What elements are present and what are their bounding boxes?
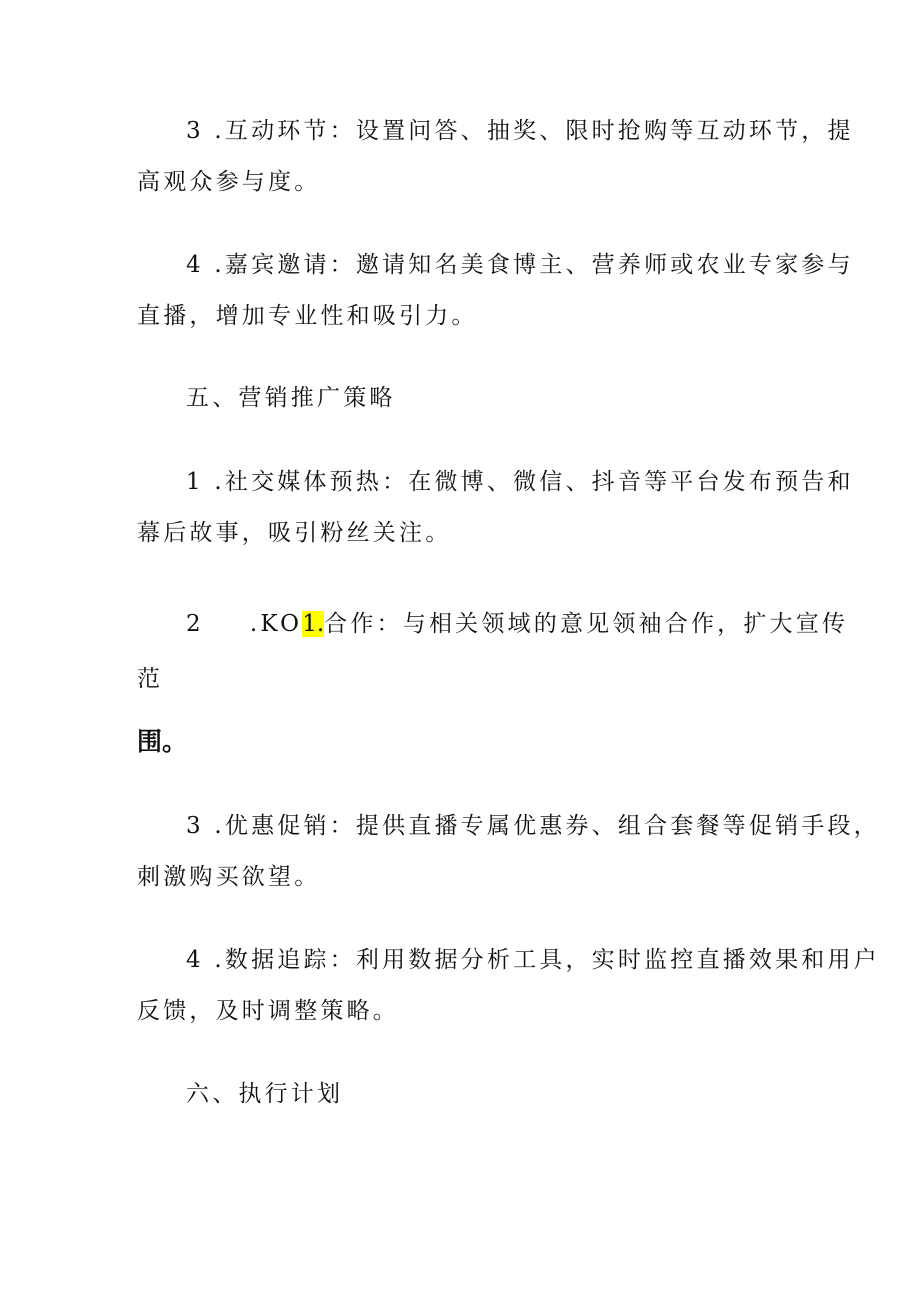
paragraph-text: .嘉宾邀请：邀请知名美食博主、营养师或农业专家参与 xyxy=(214,252,854,278)
list-number: 2 xyxy=(186,611,204,637)
list-number: 3 xyxy=(186,118,204,144)
paragraph-text: .互动环节：设置问答、抽奖、限时抢购等互动环节，提 xyxy=(214,118,854,144)
paragraph-text: 范 xyxy=(137,666,164,692)
paragraph-text: .社交媒体预热：在微博、微信、抖音等平台发布预告和 xyxy=(214,469,854,495)
section-heading-marketing: 五、营销推广策略 xyxy=(186,385,396,411)
paragraph-text: 围。 xyxy=(137,727,188,756)
paragraph-social-line2 xyxy=(137,518,451,548)
paragraph-promotion-line1 xyxy=(186,811,880,841)
highlighted-text: 1. xyxy=(302,611,325,637)
paragraph-guests-line1 xyxy=(186,250,854,280)
paragraph-text: .数据追踪：利用数据分析工具，实时监控直播效果和用户 xyxy=(214,947,880,973)
paragraph-interaction-line1 xyxy=(186,116,854,146)
paragraph-tracking-line2 xyxy=(137,996,399,1026)
paragraph-text: 幕后故事，吸引粉丝关注。 xyxy=(137,520,452,546)
list-number: 4 xyxy=(186,947,204,973)
paragraph-text: .优惠促销：提供直播专属优惠券、组合套餐等促销手段， xyxy=(214,813,880,839)
list-number: 3 xyxy=(186,813,204,839)
paragraph-text: 直播，增加专业性和吸引力。 xyxy=(137,303,478,329)
list-number: 4 xyxy=(186,252,204,278)
paragraph-guests-line2 xyxy=(137,301,478,331)
paragraph-kol-line2 xyxy=(137,664,163,694)
paragraph-social-line1 xyxy=(186,467,854,497)
section-heading-execution: 六、执行计划 xyxy=(186,1081,344,1107)
paragraph-text: 刺激购买欲望。 xyxy=(137,864,321,890)
paragraph-promotion-line2 xyxy=(137,862,320,892)
paragraph-interaction-line2 xyxy=(137,167,320,197)
list-number: 1 xyxy=(186,469,204,495)
paragraph-text: .KO xyxy=(249,611,303,637)
paragraph-text: 反馈，及时调整策略。 xyxy=(137,998,399,1024)
paragraph-text: 合作：与相关领域的意见领袖合作，扩大宣传 xyxy=(324,611,849,637)
paragraph-kol-line1 xyxy=(186,609,848,639)
paragraph-tracking-line1 xyxy=(186,945,880,975)
paragraph-text: 高观众参与度。 xyxy=(137,169,321,195)
paragraph-kol-line3 xyxy=(137,727,187,757)
